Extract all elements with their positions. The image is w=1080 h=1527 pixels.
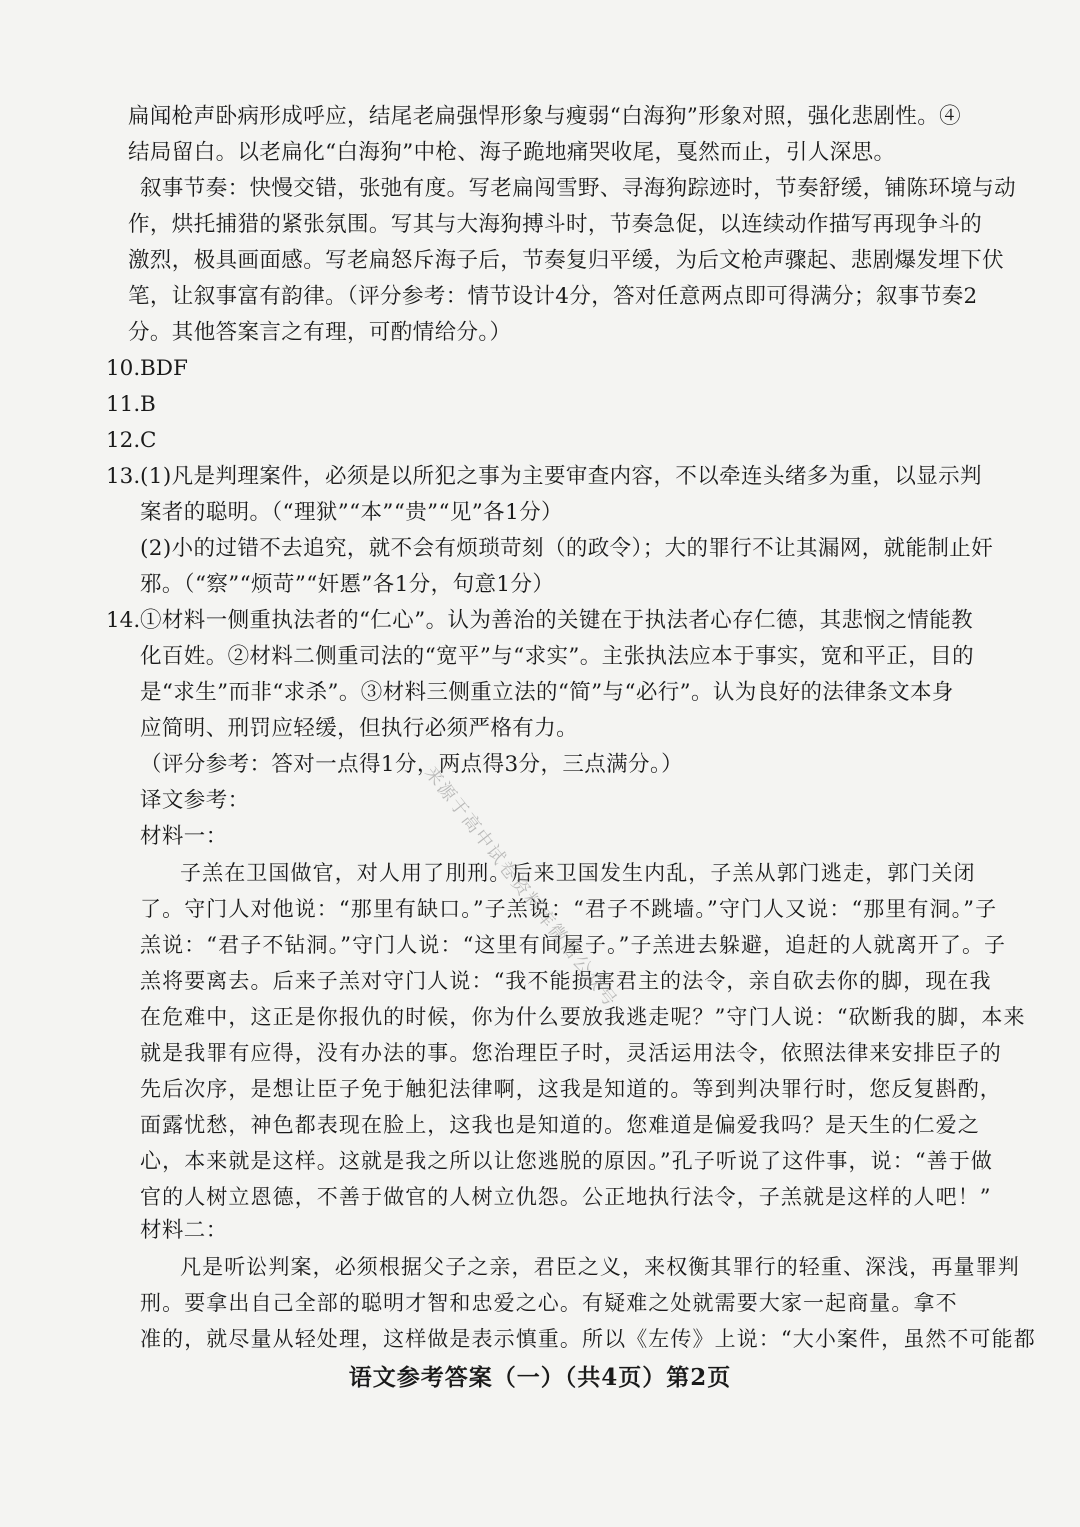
- answer-text: B: [140, 392, 156, 417]
- translation-line: 了。守门人对他说：“那里有缺口。”子羔说：“君子不跳墙。”守门人又说：“那里有洞。”子: [140, 897, 998, 921]
- question-number: 11.: [106, 392, 141, 417]
- translation-line: 羔将要离去。后来子羔对守门人说：“我不能损害君主的法令，亲自砍去你的脚，现在我: [140, 969, 992, 993]
- question-number: 10.: [106, 356, 141, 381]
- translation-line: 子羔在卫国做官，对人用了刖刑。后来卫国发生内乱，子羔从郭门逃走，郭门关闭: [180, 861, 976, 885]
- text-line: 扁闻枪声卧病形成呼应，结尾老扁强悍形象与瘦弱“白海狗”形象对照，强化悲剧性。④: [128, 104, 962, 129]
- text-line: 激烈，极具画面感。写老扁怒斥海子后，节奏复归平缓，为后文枪声骤起、悲剧爆发埋下伏: [128, 248, 1005, 273]
- page-footer: 语文参考答案（一）（共4页）第2页: [348, 1364, 732, 1391]
- translation-line: 在危难中，这正是你报仇的时候，你为什么要放我逃走呢？”守门人说：“砍断我的脚，本来: [140, 1005, 1026, 1029]
- translation-line: 先后次序，是想让臣子免于触犯法律啊，这我是知道的。等到判决罪行时，您反复斟酌，: [140, 1077, 1002, 1101]
- material-label: 材料二：: [140, 1218, 228, 1243]
- text-line: （评分参考：答对一点得1分，两点得3分，三点满分。）: [140, 752, 684, 777]
- translation-line: 就是我罪有应得，没有办法的事。您治理臣子时，灵活运用法令，依照法律来安排臣子的: [140, 1041, 1002, 1065]
- answer-text: BDF: [140, 356, 188, 381]
- translation-line: 心，本来就是这样。这就是我之所以让您逃脱的原因。”孔子听说了这件事，说：“善于做: [140, 1149, 993, 1173]
- question-number: 13.: [106, 464, 141, 489]
- question-number: 12.: [106, 428, 141, 453]
- translation-line: 官的人树立恩德，不善于做官的人树立仇怨。公正地执行法令，子羔就是这样的人吧！”: [140, 1185, 992, 1209]
- text-line: 应简明、刑罚应轻缓，但执行必须严格有力。: [140, 716, 579, 741]
- translation-line: 刑。要拿出自己全部的聪明才智和忠爱之心。有疑难之处就需要大家一起商量。拿不: [140, 1291, 958, 1315]
- watermark: 来源于高中试卷资料库微信公众号: [420, 762, 622, 1012]
- text-line: (1)凡是判理案件，必须是以所犯之事为主要审查内容，不以牵连头绪多为重，以显示判: [140, 464, 982, 489]
- text-line: (2)小的过错不去追究，就不会有烦琐苛刻（的政令）；大的罪行不让其漏网，就能制止奸: [140, 536, 994, 561]
- question-number: 14.: [106, 608, 141, 633]
- answer-text: C: [140, 428, 157, 453]
- translation-line: 面露忧愁，神色都表现在脸上，这我也是知道的。您难道是偏爱我吗？是天生的仁爱之: [140, 1113, 980, 1137]
- text-line: 邪。（“察”“烦苛”“奸慝”各1分，句意1分）: [140, 572, 555, 597]
- text-line: 化百姓。②材料二侧重司法的“宽平”与“求实”。主张执法应本于事实，宽和平正，目的: [140, 644, 974, 669]
- text-line: 作，烘托捕猎的紧张氛围。写其与大海狗搏斗时，节奏急促，以连续动作描写再现争斗的: [128, 212, 983, 237]
- text-line: 材料一：: [140, 824, 228, 849]
- text-line: ①材料一侧重执法者的“仁心”。认为善治的关键在于执法者心存仁德，其悲悯之情能教: [140, 608, 974, 633]
- text-line: 分。其他答案言之有理，可酌情给分。）: [128, 320, 512, 345]
- translation-line: 准的，就尽量从轻处理，这样做是表示慎重。所以《左传》上说：“大小案件，虽然不可能都: [140, 1327, 1036, 1351]
- text-line: 结局留白。以老扁化“白海狗”中枪、海子跪地痛哭收尾，戛然而止，引人深思。: [128, 140, 896, 165]
- text-line: 笔，让叙事富有韵律。（评分参考：情节设计4分，答对任意两点即可得满分；叙事节奏2: [128, 284, 978, 309]
- text-line: 是“求生”而非“求杀”。③材料三侧重立法的“简”与“必行”。认为良好的法律条文本身: [140, 680, 954, 705]
- text-line: 案者的聪明。（“理狱”“本”“贵”“见”各1分）: [140, 500, 563, 525]
- translation-line: 凡是听讼判案，必须根据父子之亲，君臣之义，来权衡其罪行的轻重、深浅，再量罪判: [180, 1255, 1020, 1279]
- text-line: 译文参考：: [140, 788, 250, 813]
- translation-line: 羔说：“君子不钻洞。”守门人说：“这里有间屋子。”子羔进去躲避，追赶的人就离开了。子: [140, 933, 1007, 957]
- text-line: 叙事节奏：快慢交错，张弛有度。写老扁闯雪野、寻海狗踪迹时，节奏舒缓，铺陈环境与动: [140, 176, 1017, 201]
